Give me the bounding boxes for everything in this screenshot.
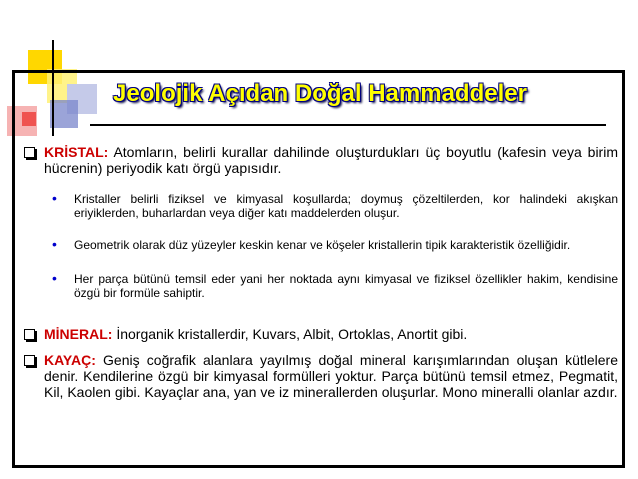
list-item-mineral	[20, 326, 618, 342]
keyword-mineral: MİNERAL:	[44, 326, 113, 342]
sub-item-kristal-2	[20, 238, 618, 252]
slide-title: Jeolojik Açıdan Doğal Hammaddeler	[113, 80, 527, 107]
sub-item-text: Geometrik olarak düz yüzeyler keskin kenar ve köşeler kristallerin tipik karakteristik özelliğidir.	[74, 238, 571, 252]
dot-bullet-icon: •	[52, 236, 57, 252]
sub-item-kristal-1	[20, 192, 618, 220]
dot-bullet-icon: •	[52, 190, 57, 206]
square-bullet-icon	[24, 355, 35, 366]
keyword-kristal: KRİSTAL:	[44, 144, 109, 160]
item-text-kristal: Atomların, belirli kurallar dahilinde oluşturdukları üç boyutlu (kafesin veya birim hücrenin) periyodik katı örgü yapısıdır.	[44, 144, 618, 176]
slide-content	[20, 144, 618, 400]
sub-item-text: Her parça bütünü temsil eder yani her noktada aynı kimyasal ve fiziksel özellikler hakim, kendisine özgü bir formüle sahiptir.	[74, 272, 618, 300]
square-bullet-icon	[24, 329, 35, 340]
item-text-kayac: Geniş coğrafik alanlara yayılmış doğal mineral karışımlarından oluşan kütlelere denir. Kendilerine özgü bir kimyasal formülleri yoktur. Parça bütünü temsil etmez, Pegmatit, Kil, Kaolen gibi. Kayaçlar ana, yan ve iz minerallerden oluşurlar. Mono mineralli olanlar azdır.	[44, 352, 618, 400]
list-item-kayac	[20, 352, 618, 400]
item-text-mineral: İnorganik kristallerdir, Kuvars, Albit, Ortoklas, Anortit gibi.	[112, 326, 468, 342]
sub-item-kristal-3	[20, 272, 618, 300]
list-item-kristal	[20, 144, 618, 176]
dot-bullet-icon: •	[52, 270, 57, 286]
sub-item-text: Kristaller belirli fiziksel ve kimyasal koşullarda; doymuş çözeltilerden, kor halindeki akışkan eriyiklerden, buharlardan veya diğer katı maddelerden oluşur.	[74, 192, 618, 220]
square-bullet-icon	[24, 147, 35, 158]
keyword-kayac: KAYAÇ:	[44, 352, 96, 368]
title-underline	[90, 124, 606, 126]
